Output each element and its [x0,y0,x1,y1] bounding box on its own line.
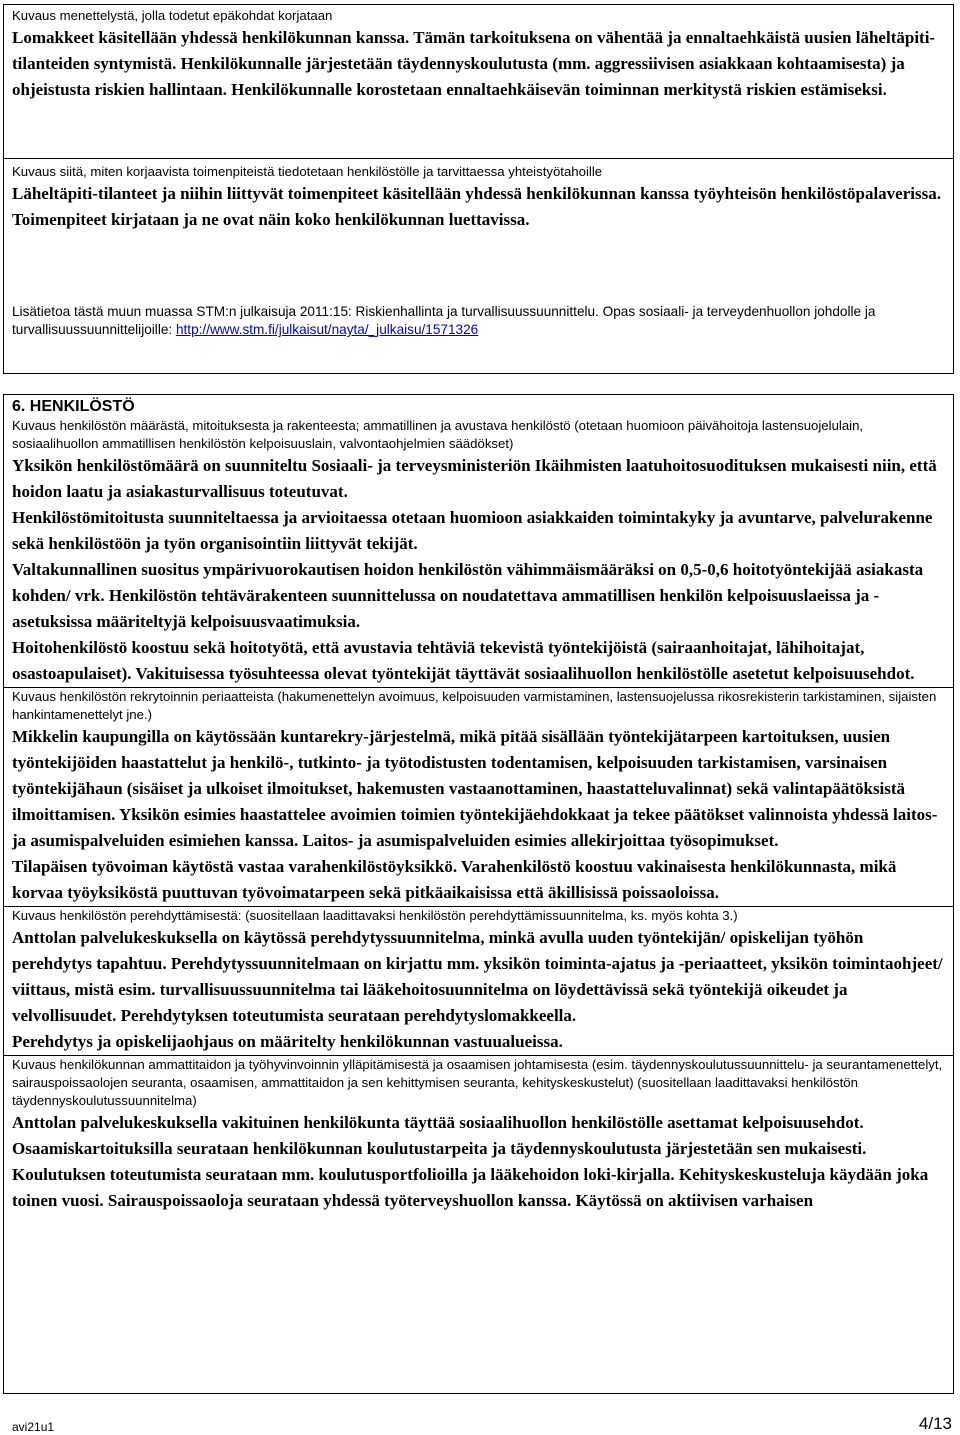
staff-paragraph-1: Yksikön henkilöstömäärä on suunniteltu Sosiaali- ja terveysministeriön Ikäihmisten laatuhoitosuodituksen mukaisesti niin, että hoidon laatu ja asiakasturvallisuus toteutuvat. [12,456,937,501]
corrective-info-label: Kuvaus siitä, miten korjaavista toimenpiteistä tiedotetaan henkilöstölle ja tarvittaessa yhteistyötahoille [12,164,603,179]
corrective-procedure-text: Lomakkeet käsitellään yhdessä henkilökunnan kanssa. Tämän tarkoituksena on vähentää ja ennaltaehkäistä uusien läheltäpiti-tilanteiden syntymistä. Henkilökunnalle järjestetään täydennyskoulutusta (mm. aggressiivisen asiakkaan kohtaamisesta) ja ohjeistusta riskien hallintaan. Henkilökunnalle korostetaan ennaltaehkäisevän toiminnan merkitystä riskien estämiseksi. [12,28,936,99]
corrective-procedure-label: Kuvaus menettelystä, jolla todetut epäkohdat korjataan [12,8,333,23]
stm-link[interactable]: http://www.stm.fi/julkaisut/nayta/_julkaisu/1571326 [175,322,479,337]
section-henkilosto [3,394,954,1394]
document-id: avi21u1 [12,1420,55,1434]
recruit-paragraph-1: Mikkelin kaupungilla on käytössään kuntarekry-järjestelmä, mikä pitää sisällään työntekijätarpeen kartoituksen, uusien työntekijöiden haastattelut ja henkilö-, tutkinto- ja työtodistusten todentamisen, kelpoisuuden tarkistamisen, varsinaisen työntekijähaun (sisäiset ja ulkoiset ilmoitukset, hakemusten vastaanottaminen, haastatteluvalinnat) sekä valintapäätöksistä ilmoittamisen. Yksikön esimies haastattelee avoimien toimien työntekijäehdokkaat ja tekee päätökset valinnoista yhdessä laitos- ja asumispalveluiden esimiehen kanssa. Laitos- ja asumispalveluiden esimies allekirjoittaa työsopimukset. [12,727,938,850]
skill-label: Kuvaus henkilökunnan ammattitaidon ja työhyvinvoinnin ylläpitämisestä ja osaamisen johtamisesta (esim. täydennyskoulutussuunnittelu- ja seurantamenettelyt, sairauspoissaolojen seuranta, osaamisen, ammattitaidon ja sen kehittymisen seuranta, kehityskeskustelut) (suositellaan laadittavaksi henkilöstön täydennyskoulutussuunnitelma) [12,1057,943,1108]
further-info-text [12,303,945,339]
page-number: 4/13 [918,1414,952,1433]
further-info-label: Lisätietoa tästä muun muassa STM:n julkaisuja 2011:15: Riskienhallinta ja turvallisuussuunnittelu. Opas sosiaali- ja terveydenhuollon johdolle ja turvallisuussuunnittelijoille: [12,304,876,337]
corrective-info-box [3,158,954,374]
recruit-label: Kuvaus henkilöstön rekrytoinnin periaatteista (hakumenettelyn avoimuus, kelpoisuuden varmistaminen, lastensuojelussa rikosrekisterin tarkistaminen, sijaisten hankintamenettelyt jne.) [12,689,937,722]
recruit-paragraph-2: Tilapäisen työvoiman käytöstä vastaa varahenkilöstöyksikkö. Varahenkilöstö koostuu vakinaisesta henkilökunnasta, mikä korvaa työyksiköstä puuttuvan työvoimatarpeen sekä pitkäaikaisissa että äkillisissä poissaoloissa. [12,857,897,902]
corrective-info-text: Läheltäpiti-tilanteet ja niihin liittyvät toimenpiteet käsitellään yhdessä henkilökunnan kanssa työyhteisön henkilöstöpalaverissa. Toimenpiteet kirjataan ja ne ovat näin koko henkilökunnan luettavissa. [12,184,941,229]
corrective-procedure-box [3,4,954,159]
staff-paragraph-3: Valtakunnallinen suositus ympärivuorokautisen hoidon henkilöstön vähimmäismääräksi on 0,5-0,6 hoitotyöntekijää asiakasta kohden/ vrk. Henkilöstön tehtävärakenteen suunnittelussa on noudatettava ammatillisen henkilön kelpoisuuslaeissa ja -asetuksissa määriteltyjä kelpoisuusvaatimuksia. [12,560,924,631]
skill-paragraph-1: Anttolan palvelukeskuksella vakituinen henkilökunta täyttää sosiaalihuollon henkilöstölle asettamat kelpoisuusehdot. Osaamiskartoituksilla seurataan henkilökunnan koulutustarpeita ja täydennyskoulutusta järjestetään sen mukaisesti. Koulutuksen toteutumista seurataan mm. koulutusportfolioilla ja lääkehoidon loki-kirjalla. Kehityskeskusteluja käydään joka toinen vuosi. Sairauspoissaoloja seurataan yhdessä työterveyshuollon kanssa. Käytössä on aktiivisen varhaisen [12,1113,929,1210]
section-title: 6. HENKILÖSTÖ [12,398,135,415]
staff-paragraph-4: Hoitohenkilöstö koostuu sekä hoitotyötä, että avustavia tehtäviä tekevistä työntekijöistä (sairaanhoitajat, lähihoitajat, osastoapulaiset). Vakituisessa työsuhteessa olevat työntekijät täyttävät sosiaalihuollon henkilöstölle asetetut kelpoisuusehdot. [12,638,915,683]
staff-label: Kuvaus henkilöstön määrästä, mitoituksesta ja rakenteesta; ammatillinen ja avustava henkilöstö (otetaan huomioon päivähoitoja lastensuojelulain, sosiaalihuollon ammatillisen henkilöstön kelpoisuuslain, valvontaohjelmien säädökset) [12,418,864,451]
staff-paragraph-2: Henkilöstömitoitusta suunniteltaessa ja arvioitaessa otetaan huomioon asiakkaiden toimintakyky ja avuntarve, palvelurakenne sekä henkilöstöön ja työn organisointiin liittyvät tekijät. [12,508,933,553]
orient-label: Kuvaus henkilöstön perehdyttämisestä: (suositellaan laadittavaksi henkilöstön perehdyttämissuunnitelma, ks. myös kohta 3.) [12,908,738,923]
orient-paragraph-2: Perehdytys ja opiskelijaohjaus on määritelty henkilökunnan vastuualueissa. [12,1032,563,1051]
orient-paragraph-1: Anttolan palvelukeskuksella on käytössä perehdytyssuunnitelma, minkä avulla uuden työntekijän/ opiskelijan työhön perehdytys tapahtuu. Perehdytyssuunnitelmaan on kirjattu mm. yksikön toiminta-ajatus ja -periaatteet, yksikön toimintaohjeet/ viittaus, mistä esim. turvallisuussuunnitelma tai lääkehoitosuunnitelma on löydettävissä sekä työntekijä oikeudet ja velvollisuudet. Perehdytyksen toteutumista seurataan perehdytyslomakkeella. [12,928,943,1025]
